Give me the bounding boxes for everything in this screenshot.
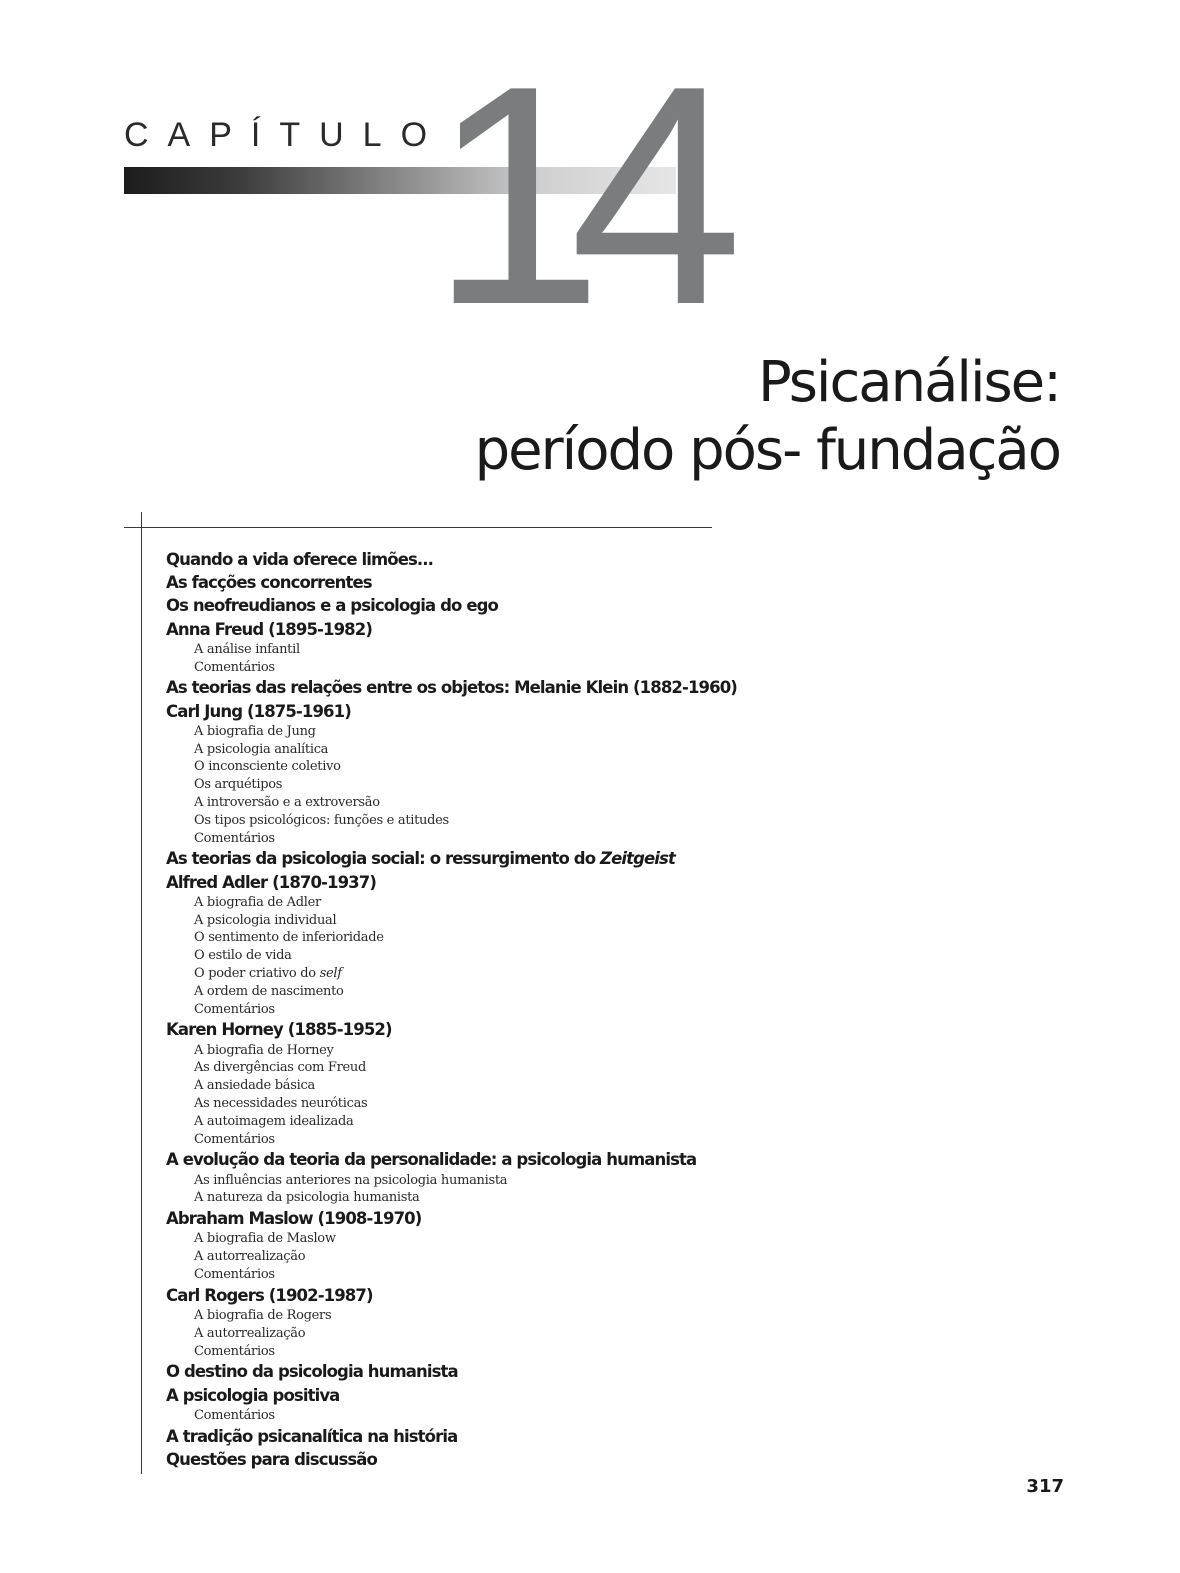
- toc-subsection-item: [166, 894, 766, 912]
- page-number: 317: [1026, 1476, 1064, 1497]
- toc-item-text: A autoimagem idealizada: [194, 1113, 354, 1129]
- toc-item-text: Karen Horney (1885-1952): [166, 1020, 392, 1040]
- toc-section-heading: [166, 676, 766, 699]
- toc-item-text: As influências anteriores na psicologia humanista: [194, 1172, 508, 1188]
- toc-item-text: A biografia de Jung: [194, 723, 316, 739]
- toc-item-text: A psicologia positiva: [166, 1385, 340, 1405]
- toc-subsection-item: [166, 1343, 766, 1361]
- toc-item-text: Comentários: [194, 659, 275, 675]
- toc-subsection-item: [166, 741, 766, 759]
- chapter-title-line-1: Psicanálise:: [757, 350, 1060, 415]
- toc-section-heading: [166, 1384, 766, 1407]
- toc-item-text: Carl Rogers (1902-1987): [166, 1285, 373, 1305]
- toc-item-text: A ordem de nascimento: [194, 983, 344, 999]
- toc-item-text: As teorias da psicologia social: o ressurgimento do: [166, 849, 600, 869]
- toc-item-italic-text: Zeitgeist: [600, 849, 675, 869]
- toc-section-heading: [166, 1448, 766, 1471]
- toc-section-heading: [166, 1018, 766, 1041]
- toc-item-text: A evolução da teoria da personalidade: a psicologia humanista: [166, 1150, 697, 1170]
- toc-subsection-item: [166, 1307, 766, 1325]
- toc-section-heading: [166, 1148, 766, 1171]
- toc-item-text: A biografia de Adler: [194, 894, 321, 910]
- toc-subsection-item: [166, 1059, 766, 1077]
- toc-subsection-item: [166, 1230, 766, 1248]
- toc-item-text: A autorrealização: [194, 1325, 306, 1341]
- toc-item-text: Alfred Adler (1870-1937): [166, 872, 376, 892]
- toc-item-text: Carl Jung (1875-1961): [166, 701, 351, 721]
- toc-subsection-item: [166, 1095, 766, 1113]
- toc-item-text: O sentimento de inferioridade: [194, 930, 384, 946]
- toc-subsection-item: [166, 758, 766, 776]
- toc-section-heading: [166, 1207, 766, 1230]
- toc-item-text: Comentários: [194, 830, 275, 846]
- toc-subsection-item: [166, 641, 766, 659]
- toc-item-text: Comentários: [194, 1131, 275, 1147]
- toc-subsection-item: [166, 929, 766, 947]
- toc-item-text: Questões para discussão: [166, 1449, 377, 1469]
- toc-item-text: Quando a vida oferece limões...: [166, 550, 434, 569]
- toc-item-text: Comentários: [194, 1407, 275, 1423]
- toc-item-text: O poder criativo do: [194, 965, 320, 981]
- toc-item-text: Comentários: [194, 1266, 275, 1282]
- toc-subsection-item: [166, 947, 766, 965]
- toc-subsection-item: [166, 1189, 766, 1207]
- toc-section-heading: [166, 594, 766, 617]
- toc-item-text: As facções concorrentes: [166, 573, 372, 593]
- toc-vertical-rule: [141, 512, 142, 1474]
- toc-section-heading: [166, 571, 766, 594]
- toc-subsection-item: [166, 1248, 766, 1266]
- toc-subsection-item: [166, 912, 766, 930]
- toc-section-heading: [166, 847, 766, 870]
- toc-item-text: A biografia de Horney: [194, 1042, 334, 1058]
- chapter-label: CAPÍTULO: [124, 116, 447, 154]
- toc-subsection-item: [166, 1001, 766, 1019]
- chapter-title-line-2: período pós- fundação: [474, 418, 1060, 483]
- toc-subsection-item: [166, 1113, 766, 1131]
- toc-item-text: A análise infantil: [194, 641, 300, 657]
- toc-item-text: Comentários: [194, 1001, 275, 1017]
- toc-section-heading: [166, 1360, 766, 1383]
- toc-item-text: A biografia de Maslow: [194, 1231, 336, 1247]
- toc-subsection-item: [166, 1325, 766, 1343]
- toc-item-text: O destino da psicologia humanista: [166, 1362, 458, 1382]
- toc-item-text: Os arquétipos: [194, 777, 283, 793]
- toc-item-text: As teorias das relações entre os objetos: Melanie Klein (1882-1960): [166, 678, 737, 698]
- toc-section-heading: [166, 871, 766, 894]
- toc-horizontal-rule: [124, 527, 712, 528]
- toc-item-text: O inconsciente coletivo: [194, 759, 341, 775]
- toc-item-text: A biografia de Rogers: [194, 1307, 332, 1323]
- toc-subsection-item: [166, 1172, 766, 1190]
- toc-subsection-item: [166, 1407, 766, 1425]
- toc-item-text: As necessidades neuróticas: [194, 1095, 368, 1111]
- toc-item-text: A psicologia individual: [194, 912, 337, 928]
- toc-item-text: A ansiedade básica: [194, 1078, 315, 1094]
- toc-section-heading: [166, 700, 766, 723]
- toc-item-text: O estilo de vida: [194, 948, 292, 964]
- table-of-contents: [166, 548, 766, 1471]
- toc-item-text: Os neofreudianos e a psicologia do ego: [166, 596, 498, 616]
- toc-subsection-item: [166, 965, 766, 983]
- toc-subsection-item: [166, 659, 766, 677]
- toc-item-text: Comentários: [194, 1343, 275, 1359]
- toc-subsection-item: [166, 794, 766, 812]
- toc-item-text: As divergências com Freud: [194, 1060, 366, 1076]
- toc-item-text: A psicologia analítica: [194, 741, 329, 757]
- toc-subsection-item: [166, 723, 766, 741]
- toc-item-italic-text: self: [319, 965, 342, 981]
- chapter-number: 14: [430, 22, 710, 370]
- toc-item-text: A tradição psicanalítica na história: [166, 1426, 458, 1446]
- toc-subsection-item: [166, 1266, 766, 1284]
- toc-item-text: A introversão e a extroversão: [194, 795, 380, 810]
- toc-section-heading: [166, 1425, 766, 1448]
- toc-subsection-item: [166, 1077, 766, 1095]
- toc-item-text: Anna Freud (1895-1982): [166, 619, 372, 639]
- toc-subsection-item: [166, 812, 766, 830]
- toc-item-text: Os tipos psicológicos: funções e atitudes: [194, 812, 449, 828]
- toc-subsection-item: [166, 983, 766, 1001]
- toc-subsection-item: [166, 1042, 766, 1060]
- toc-section-heading: [166, 1284, 766, 1307]
- toc-subsection-item: [166, 830, 766, 848]
- toc-item-text: Abraham Maslow (1908-1970): [166, 1209, 422, 1229]
- toc-subsection-item: [166, 1131, 766, 1149]
- toc-subsection-item: [166, 776, 766, 794]
- toc-section-heading: [166, 548, 766, 571]
- toc-section-heading: [166, 618, 766, 641]
- toc-item-text: A autorrealização: [194, 1249, 306, 1265]
- toc-item-text: A natureza da psicologia humanista: [194, 1190, 420, 1206]
